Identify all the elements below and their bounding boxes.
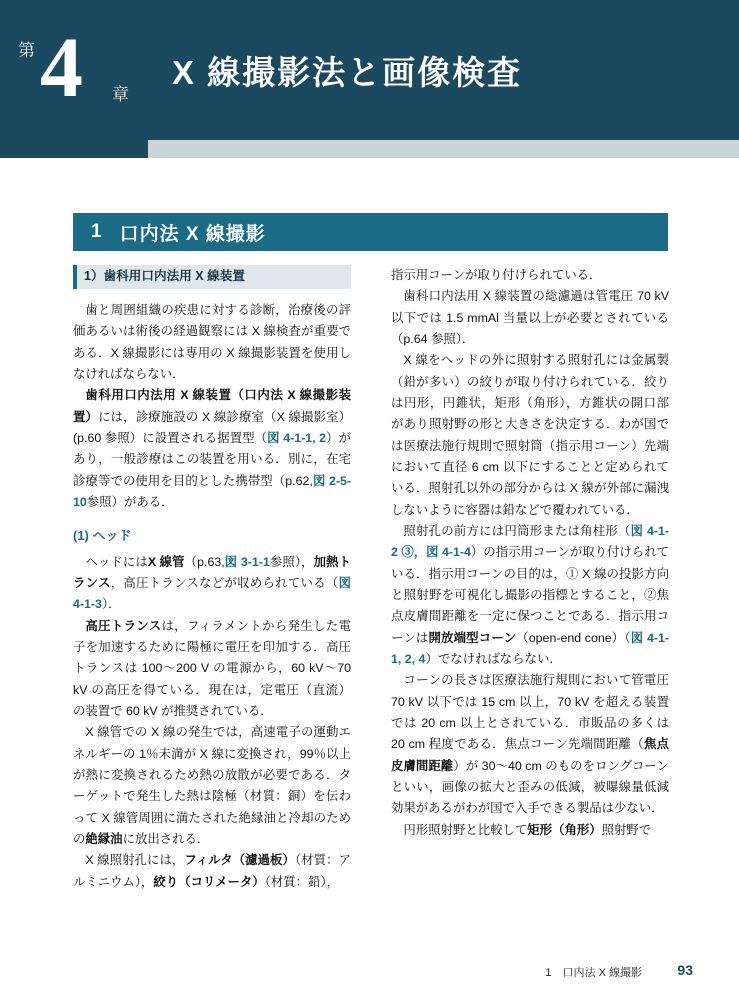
paragraph-l6-part-c: （材質：アルミニウム）， xyxy=(73,853,351,889)
term-open-end-cone: 開放端型コーン xyxy=(428,630,517,645)
chapter-suffix-label: 章 xyxy=(112,85,129,104)
paragraph-l4-part-b: は，フィラメントから発生した電子を加速するために陽極に電圧を印加する．高圧トランスは 100～200 V の電源から，60 kV～70 kV の高圧を得ている．現在は，定電圧（直流）の装置で 60 kV が推奨されている． xyxy=(73,618,351,718)
figure-ref-4-1-1-2-4[interactable]: 図 4-1-1, 2, 4 xyxy=(391,630,669,666)
paragraph-r1: 指示用コーンが取り付けられている． xyxy=(391,268,602,282)
paragraph-l5-part-c: に放出される． xyxy=(122,831,210,846)
term-insulating-oil: 絶縁油 xyxy=(85,831,123,846)
paragraph-l2 xyxy=(73,385,351,513)
subsection-heading-1 xyxy=(73,265,351,289)
term-filter: フィルタ（濾過板） xyxy=(184,853,295,868)
term-heating-transformer: 加熱トランス xyxy=(73,554,352,590)
paragraph-l1: 歯と周囲組織の疾患に対する診断，治療後の評価あるいは術後の経過観察には X 線検査が重要である．X 線撮影には専用の X 線撮影装置を使用しなければならない． xyxy=(73,303,351,381)
subsection-heading-1-label: 1）歯科用口内法用 X 線装置 xyxy=(84,269,245,284)
chapter-number: 4 xyxy=(40,19,83,115)
paragraph-r5 xyxy=(391,670,669,819)
paragraph-r4-part-b: ）の指示用コーンが取り付けられている．指示用コーンの目的は，① X 線の投影方向と照射野を可視化し撮影の指標とすること，②焦点皮膚間距離を一定に保つことである．指示用コーンは xyxy=(391,545,669,645)
term-focus-skin-distance: 焦点皮膚間距離 xyxy=(391,737,670,773)
paragraph-r3: X 線をヘッドの外に照射する照射孔には金属製（鉛が多い）の絞りが取り付けられている．絞りは円形，円錐状，矩形（角形），方錐状の開口部があり照射野の形と大きさを決定する．わが国では医療法施行規則で照射筒（指示用コーン）先端において直径 6 cm 以下にすることと定められている．照射孔以外の部分からは X 線が外部に漏洩しないように容器は鉛などで覆われている． xyxy=(391,353,669,517)
paragraph-l2-part-d: 参照）がある． xyxy=(86,494,174,509)
body-columns xyxy=(73,265,669,955)
paragraph-r4-part-a: 照射孔の前方には円筒形または角柱形（ xyxy=(403,523,631,538)
term-xray-tube: X 線管 xyxy=(147,554,185,569)
term-intraoral-xray-unit: 歯科用口内法用 X 線装置（口内法 X 線撮影装置） xyxy=(73,388,351,424)
right-column xyxy=(391,265,669,841)
paragraph-l3-part-c: （p.63, xyxy=(184,554,225,569)
figure-ref-4-1-2-4-1-4[interactable]: 図 4-1-2 ③，図 4-1-4 xyxy=(391,523,669,560)
paragraph-l2-part-b: には，診療施設の X 線診療室（X 線撮影室）(p.60 参照）に設置される据置型（ xyxy=(73,409,352,445)
page-footer xyxy=(0,964,739,982)
paragraph-l5-part-a: X 線管での X 線の発生では，高速電子の運動エネルギーの 1％未満が X 線に変換され，99％以上が熱に変換されるため熱の放散が必要である．ターゲットで発生した熱は陰極（材質：銅）を伝わって X 線管周囲に満たされた絶縁油と冷却のための xyxy=(73,725,351,846)
paragraph-r5-part-a: コーンの長さは医療法施行規則において管電圧 70 kV 以下では 15 cm 以上，70 kV を超える装置では 20 cm 以上とされている．市販品の多くは 20 cm 程度である．焦点コーン先端間距離（ xyxy=(391,673,669,752)
section-heading xyxy=(73,213,668,251)
left-column xyxy=(73,265,351,893)
figure-ref-4-1-1-2[interactable]: 図 4-1-1, 2 xyxy=(267,430,327,445)
figure-ref-3-1-1[interactable]: 図 3-1-1 xyxy=(224,554,270,569)
chapter-prefix-label: 第 xyxy=(18,41,35,60)
paragraph-r4 xyxy=(391,521,669,670)
paragraph-r5-part-b: ）が 30～40 cm のものをロングコーンといい，画像の拡大と歪みの低減，被曝線量低減効果があるがわが国で入手できる製品は少ない． xyxy=(391,758,669,816)
section-number: 1 xyxy=(91,221,102,242)
paragraph-l3-part-f: ，高圧トランスなどが収められている（ xyxy=(110,575,339,590)
paragraph-r6-part-b: 照射野で xyxy=(601,822,652,837)
paragraph-r4-part-d: ）でなければならない． xyxy=(425,651,562,666)
paragraph-l5 xyxy=(73,722,351,850)
paragraph-l3-part-g: ）． xyxy=(101,597,121,612)
paragraph-l6-part-a: X 線照射孔には， xyxy=(85,853,185,868)
paragraph-l4 xyxy=(73,616,351,723)
paragraph-r4-part-c: （open-end cone）（ xyxy=(516,630,631,645)
paragraph-l2-part-c: ）があり，一般診療はこの装置を用いる．別に，在宅診療等での使用を目的とした携帯型（p.62, xyxy=(73,430,351,488)
term-collimator: 絞り（コリメータ） xyxy=(153,874,265,889)
paragraph-r2: 歯科口内法用 X 線装置の総濾過は管電圧 70 kV 以下では 1.5 mmAl 当量以上が必要とされている（p.64 参照）． xyxy=(391,289,669,346)
paragraph-l3 xyxy=(73,552,351,616)
figure-ref-2-5-10[interactable]: 図 2-5-10 xyxy=(73,473,351,509)
term-high-voltage-transformer: 高圧トランス xyxy=(85,618,162,633)
section-title: 口内法 X 線撮影 xyxy=(119,223,266,245)
footer-running-title: 1 口内法 X 線撮影 xyxy=(545,967,642,979)
chapter-title: X 線撮影法と画像検査 xyxy=(172,54,523,91)
paragraph-r6-part-a: 円形照射野と比較して xyxy=(403,822,528,837)
paragraph-l3-part-a: ヘッドには xyxy=(85,554,148,569)
term-rectangular-field: 矩形（角形） xyxy=(527,822,602,837)
paragraph-r6 xyxy=(391,820,669,841)
figure-ref-4-1-3[interactable]: 図 4-1-3 xyxy=(73,575,351,612)
chapter-header xyxy=(0,0,739,158)
paragraph-l6-part-e: （材質：鉛）， xyxy=(264,874,340,889)
subsection-heading-2: (1) ヘッド xyxy=(73,528,132,544)
footer-page-number: 93 xyxy=(677,962,693,978)
paragraph-l3-part-d: 参照）， xyxy=(269,554,314,569)
paragraph-l6 xyxy=(73,850,351,893)
